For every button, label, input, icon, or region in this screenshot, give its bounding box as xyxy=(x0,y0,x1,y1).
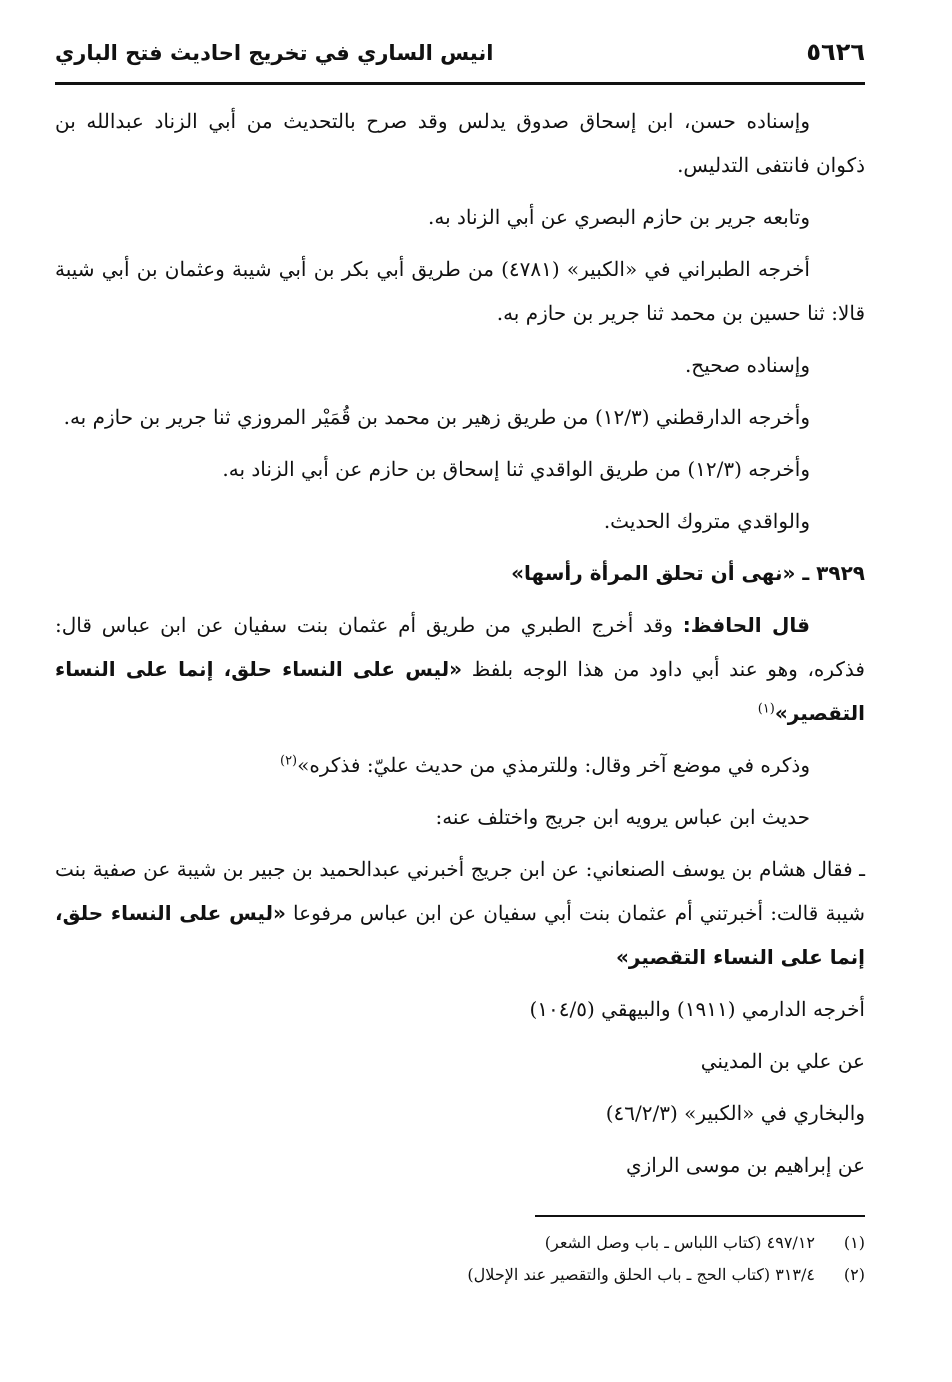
paragraph-tirmidhi-text: وذكره في موضع آخر وقال: وللترمذي من حديث عليّ: فذكره» xyxy=(297,753,810,777)
paragraph-daraqutni: وأخرجه الدارقطني (١٢/٣) من طريق زهير بن محمد بن قُمَيْر المروزي ثنا جرير بن حازم به. xyxy=(63,405,810,429)
paragraph-isnad-sahih: وإسناده صحيح. xyxy=(684,353,810,377)
paragraph-ibn-jurayj: حديث ابن عباس يرويه ابن جريج واختلف عنه: xyxy=(435,805,810,829)
paragraph-bukhari: والبخاري في «الكبير» (٤٦/٢/٣) xyxy=(605,1101,865,1125)
paragraph-waqidi-matruk: والواقدي متروك الحديث. xyxy=(603,509,810,533)
footnotes xyxy=(55,1227,865,1291)
footnote-item xyxy=(55,1227,865,1259)
footnote-text: ٣١٣/٤ (كتاب الحج ـ باب الحلق والتقصير عند الإحلال) xyxy=(467,1265,815,1284)
hadith-heading: ٣٩٢٩ ـ «نهى أن تحلق المرأة رأسها» xyxy=(511,561,865,585)
footnote-item xyxy=(55,1259,865,1291)
paragraph-ali-madini: عن علي بن المديني xyxy=(700,1049,865,1073)
paragraph-hafiz xyxy=(55,603,865,735)
paragraph-mutaba: وتابعه جرير بن حازم البصري عن أبي الزناد به. xyxy=(428,205,810,229)
page-header xyxy=(55,38,865,85)
footnote-ref-1[interactable]: (١) xyxy=(757,701,775,717)
speaker-label: قال الحافظ: xyxy=(682,613,810,637)
hadith-quote-marfu: «ليس على النساء حلق، إنما على النساء التقصير» xyxy=(55,901,865,969)
paragraph-tabarani: أخرجه الطبراني في «الكبير» (٤٧٨١) من طريق أبي بكر بن أبي شيبة وعثمان بن أبي شيبة قالا: ثنا حسين بن محمد ثنا جرير بن حازم به. xyxy=(55,257,865,325)
paragraph-hisham xyxy=(55,847,865,979)
footnote-ref-2[interactable]: (٢) xyxy=(279,753,298,769)
paragraph-tirmidhi xyxy=(55,743,865,787)
paragraph-hisham-text: ـ فقال هشام بن يوسف الصنعاني: عن ابن جريج أخبرني عبدالحميد بن جبير بن شيبة عن صفية بنت شيبة قالت: أخبرتني أم عثمان بنت أبي سفيان عن ابن عباس مرفوعا xyxy=(55,857,865,925)
footnote-number: (٢) xyxy=(843,1265,865,1284)
footnote-number: (١) xyxy=(843,1233,865,1252)
paragraph-waqidi-route: وأخرجه (١٢/٣) من طريق الواقدي ثنا إسحاق بن حازم عن أبي الزناد به. xyxy=(222,457,810,481)
paragraph-hafiz-text: وقد أخرج الطبري من طريق أم عثمان بنت سفيان عن ابن عباس قال: فذكره، وهو عند أبي داود من هذا الوجه بلفظ xyxy=(55,613,865,681)
page-number: ٥٦٢٦ xyxy=(806,38,865,66)
footnote-text: ٤٩٧/١٢ (كتاب اللباس ـ باب وصل الشعر) xyxy=(544,1233,815,1252)
running-title: انيس الساري في تخريج احاديث فتح الباري xyxy=(55,41,494,65)
footnote-separator xyxy=(535,1215,865,1217)
hadith-quote: «ليس على النساء حلق، إنما على النساء التقصير» xyxy=(55,657,865,725)
paragraph-darimi: أخرجه الدارمي (١٩١١) والبيهقي (١٠٤/٥) xyxy=(529,997,865,1021)
book-page xyxy=(55,38,865,1291)
page-body xyxy=(55,99,865,1187)
paragraph-isnad-hasan: وإسناده حسن، ابن إسحاق صدوق يدلس وقد صرح بالتحديث من أبي الزناد عبدالله بن ذكوان فانتفى التدليس. xyxy=(55,109,865,177)
paragraph-ibrahim-razi: عن إبراهيم بن موسى الرازي xyxy=(625,1153,865,1177)
